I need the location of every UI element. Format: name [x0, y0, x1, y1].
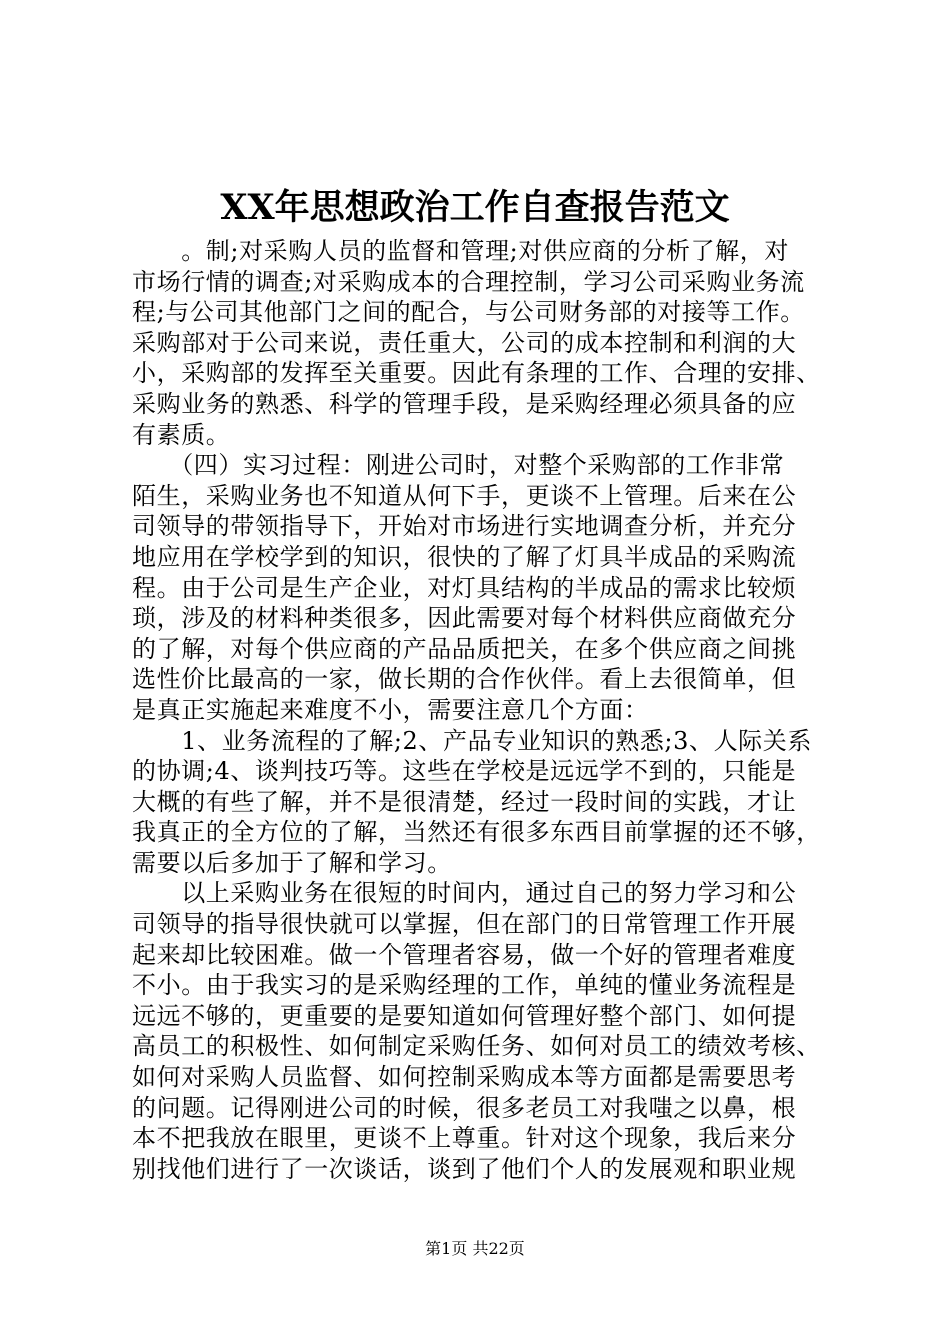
body-line: 陌生，采购业务也不知道从何下手，更谈不上管理。后来在公 — [132, 481, 797, 510]
body-line: 大概的有些了解，并不是很清楚，经过一段时间的实践，才让 — [132, 787, 797, 816]
body-line: 远远不够的，更重要的是要知道如何管理好整个部门、如何提 — [132, 1001, 797, 1030]
body-line: 本不把我放在眼里，更谈不上尊重。针对这个现象，我后来分 — [132, 1124, 797, 1153]
body-line: 别找他们进行了一次谈话，谈到了他们个人的发展观和职业规 — [132, 1154, 797, 1183]
body-line: 不小。由于我实习的是采购经理的工作，单纯的懂业务流程是 — [132, 971, 797, 1000]
body-line: 我真正的全方位的了解，当然还有很多东西目前掌握的还不够， — [132, 818, 821, 847]
body-line: 以上采购业务在很短的时间内，通过自己的努力学习和公 — [132, 879, 797, 908]
body-line: 地应用在学校学到的知识，很快的了解了灯具半成品的采购流 — [132, 542, 797, 571]
body-line: 选性价比最高的一家，做长期的合作伙伴。看上去很简单，但 — [132, 665, 797, 694]
document-title: XX年思想政治工作自查报告范文 — [220, 187, 730, 228]
body-line: 司领导的指导很快就可以掌握，但在部门的日常管理工作开展 — [132, 910, 797, 939]
body-line: 。制;对采购人员的监督和管理;对供应商的分析了解，对 — [132, 237, 789, 265]
body-line: 起来却比较困难。做一个管理者容易，做一个好的管理者难度 — [132, 940, 797, 969]
body-line: 采购部对于公司来说，责任重大，公司的成本控制和利润的大 — [132, 328, 797, 357]
body-line: 小，采购部的发挥至关重要。因此有条理的工作、合理的安排、 — [132, 359, 821, 388]
body-line: 市场行情的调查;对采购成本的合理控制，学习公司采购业务流 — [132, 267, 805, 296]
page-number-footer: 第1页 共22页 — [425, 1239, 525, 1258]
body-line: 有素质。 — [132, 420, 231, 449]
body-line: 采购业务的熟悉、科学的管理手段，是采购经理必须具备的应 — [132, 389, 797, 418]
body-line: 如何对采购人员监督、如何控制采购成本等方面都是需要思考 — [132, 1063, 797, 1092]
body-line: 需要以后多加于了解和学习。 — [132, 848, 452, 877]
body-line: 1、业务流程的了解;2、产品专业知识的熟悉;3、人际关系 — [132, 726, 812, 755]
document-body — [132, 236, 860, 1184]
body-line: 程;与公司其他部门之间的配合，与公司财务部的对接等工作。 — [132, 298, 805, 327]
body-line: 的协调;4、谈判技巧等。这些在学校是远远学不到的，只能是 — [132, 757, 797, 786]
body-line: 程。由于公司是生产企业，对灯具结构的半成品的需求比较烦 — [132, 573, 797, 602]
body-line: 高员工的积极性、如何制定采购任务、如何对员工的绩效考核、 — [132, 1032, 821, 1061]
body-line: 司领导的带领指导下，开始对市场进行实地调查分析，并充分 — [132, 512, 797, 541]
body-line: 的问题。记得刚进公司的时候，很多老员工对我嗤之以鼻，根 — [132, 1093, 797, 1122]
body-line: 是真正实施起来难度不小，需要注意几个方面： — [132, 695, 649, 724]
body-line: 琐，涉及的材料种类很多，因此需要对每个材料供应商做充分 — [132, 604, 797, 633]
body-line: 的了解，对每个供应商的产品品质把关，在多个供应商之间挑 — [132, 634, 797, 663]
body-line: （四）实习过程：刚进公司时，对整个采购部的工作非常 — [132, 451, 785, 480]
